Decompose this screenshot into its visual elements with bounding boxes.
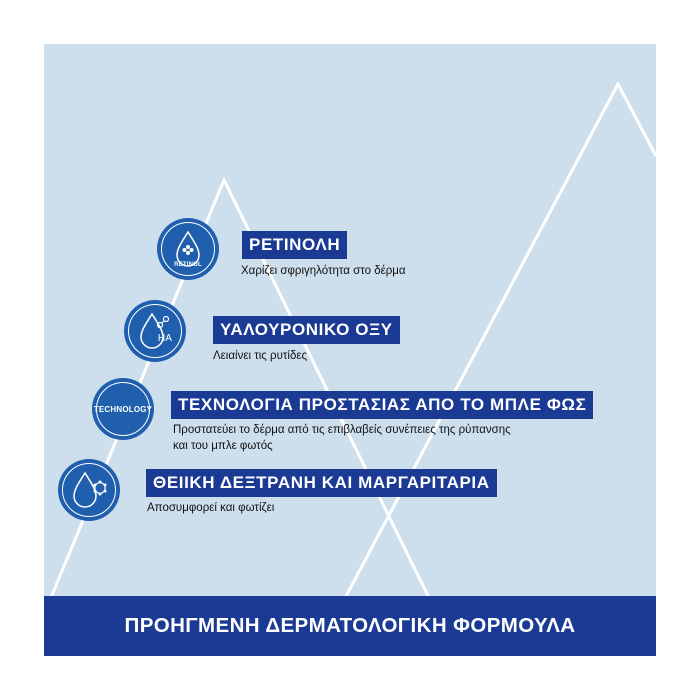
- ha-icon-label: HA: [157, 332, 173, 344]
- feature-title-retinol: ΡΕΤΙΝΟΛΗ: [242, 231, 347, 259]
- infographic-panel: [44, 44, 656, 656]
- technology-icon: [92, 378, 154, 440]
- feature-desc-bluelight-line2: και του μπλε φωτός: [173, 440, 273, 452]
- molecule-drop-icon: [58, 459, 120, 521]
- retinol-drop-icon: [157, 218, 219, 280]
- feature-title-bluelight: ΤΕΧΝΟΛΟΓΙΑ ΠΡΟΣΤΑΣΙΑΣ ΑΠΟ ΤΟ ΜΠΛΕ ΦΩΣ: [171, 391, 593, 419]
- feature-desc-retinol: Χαρίζει σφριγηλότητα στο δέρμα: [241, 265, 406, 277]
- retinol-icon-label: RETINOL: [174, 262, 202, 268]
- formula-banner: ΠΡΟΗΓΜΕΝΗ ΔΕΡΜΑΤΟΛΟΓΙΚΗ ΦΟΡΜΟΥΛΑ: [44, 596, 656, 656]
- technology-icon-label: TECHNOLOGY: [93, 404, 153, 414]
- hyaluronic-acid-drop-icon: [124, 300, 186, 362]
- feature-desc-bluelight-line1: Προστατεύει το δέρμα από τις επιβλαβείς συνέπειες της ρύπανσης: [173, 424, 511, 436]
- feature-desc-hyaluronic: Λειαίνει τις ρυτίδες: [213, 350, 308, 362]
- feature-desc-dextran-pearls: Αποσυμφορεί και φωτίζει: [147, 502, 275, 514]
- feature-title-dextran-pearls: ΘΕΙΙΚΗ ΔΕΞΤΡΑΝΗ ΚΑΙ ΜΑΡΓΑΡΙΤΑΡΙΑ: [146, 469, 497, 497]
- feature-title-hyaluronic: ΥΑΛΟΥΡΟΝΙΚΟ ΟΞΥ: [213, 316, 400, 344]
